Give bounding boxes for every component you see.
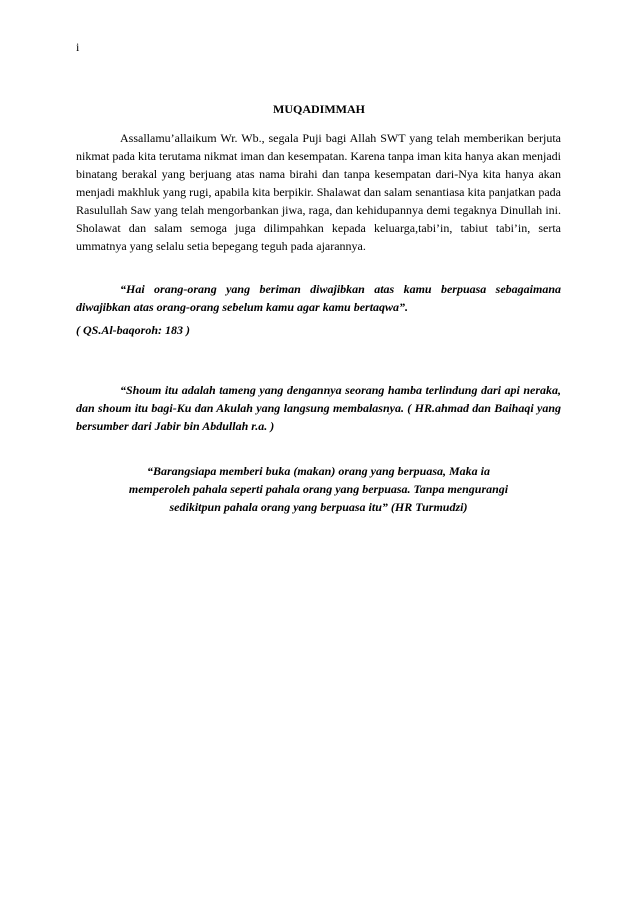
hadith-quote-line: “Barangsiapa memberi buka (makan) orang yang berpuasa, Maka ia: [146, 464, 491, 478]
hadith-quote-centered: [76, 462, 561, 516]
quran-reference: ( QS.Al-baqoroh: 183 ): [76, 323, 191, 337]
intro-paragraph: Assallamu’allaikum Wr. Wb., segala Puji bagi Allah SWT yang telah memberikan berjuta nikmat pada kita terutama nikmat iman dan kesempatan. Karena tanpa iman kita hanya akan menjadi binatang berakal yang berjuang atas nama birahi dan tanpa kesempatan dari-Nya kita hanya akan menjadi makhluk yang rugi, apabila kita berpikir. Shalawat dan salam senantiasa kita panjatkan pada Rasulullah Saw yang telah mengorbankan jiwa, raga, dan kehidupannya demi tegaknya Dinullah ini. Sholawat dan salam semoga juga dilimpahkan kepada keluarga,tabi’in, tabiut tabi’in, serta ummatnya yang selalu setia bepegang teguh pada ajarannya.: [76, 131, 561, 253]
hadith-quote-line: memperoleh pahala seperti pahala orang yang berpuasa. Tanpa mengurangi: [128, 482, 509, 496]
hadith-quote: “Shoum itu adalah tameng yang dengannya seorang hamba terlindung dari api neraka, dan shoum itu bagi-Ku dan Akulah yang langsung membalasnya. ( HR.ahmad dan Baihaqi yang bersumber dari Jabir bin Abdullah r.a. ): [76, 383, 561, 433]
page-title: MUQADIMMAH: [273, 102, 365, 116]
quran-quote: “Hai orang-orang yang beriman diwajibkan atas kamu berpuasa sebagaimana diwajibkan atas orang-orang sebelum kamu agar kamu bertaqwa”.: [76, 282, 561, 314]
page-number: i: [76, 40, 80, 54]
hadith-quote-line: sedikitpun pahala orang yang berpuasa itu” (HR Turmudzi): [169, 500, 468, 514]
